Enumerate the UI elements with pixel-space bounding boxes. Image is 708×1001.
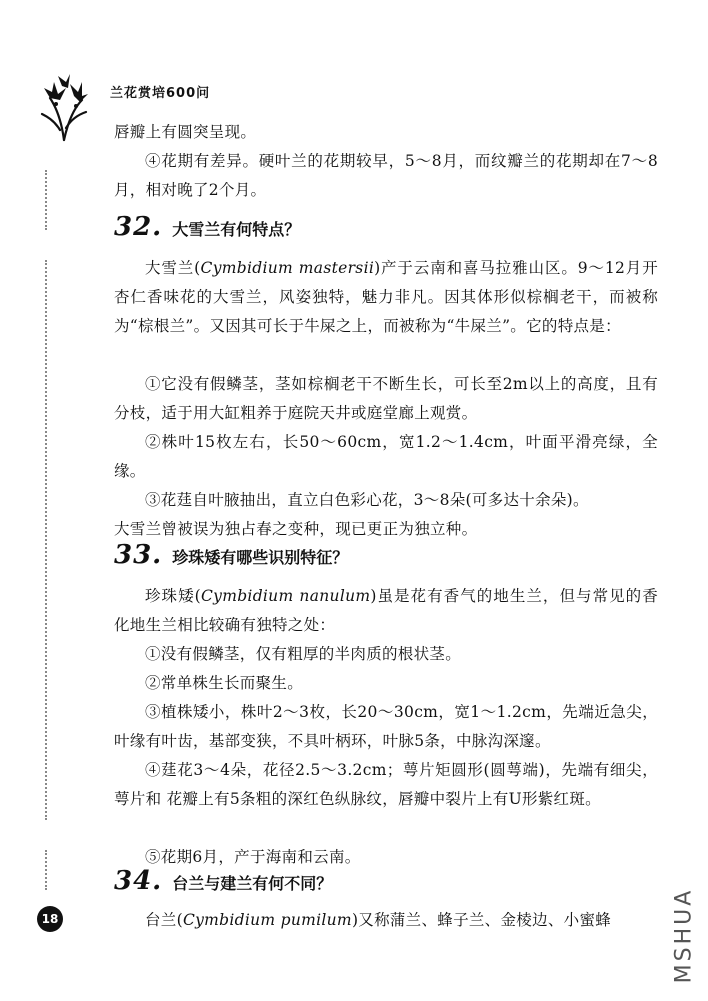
question-heading (114, 540, 658, 570)
margin-dots (45, 850, 47, 890)
question-heading (114, 866, 658, 896)
body-paragraph: 大雪兰曾被误为独占春之变种，现已更正为独立种。 (114, 520, 478, 538)
body-paragraph: ①它没有假鳞茎，茎如棕榈老干不断生长，可长至2m以上的高度，且有分枝，适于用大缸粗养于庭院天井或庭堂廊上观赏。 (114, 375, 658, 422)
question-heading (114, 212, 658, 242)
question-title: 珍珠矮有哪些识别特征？ (172, 548, 349, 567)
orchid-sketch-icon (40, 70, 88, 142)
body-paragraph: 唇瓣上有圆突呈现。 (114, 123, 257, 141)
margin-dots (45, 170, 47, 230)
watermark: MSHUA (671, 887, 697, 983)
question-number: 34. (114, 866, 163, 896)
body-paragraph: ②常单株生长而聚生。 (145, 674, 304, 692)
body-paragraph: ④莛花3～4朵，花径2.5～3.2cm；萼片矩圆形(圆萼端)，先端有细尖，萼片和 花瓣上有5条粗的深红色纵脉纹，唇瓣中裂片上有U形紫红斑。 (114, 761, 658, 808)
body-paragraph: ②株叶15枚左右，长50～60cm，宽1.2～1.4cm，叶面平滑亮绿，全缘。 (114, 433, 658, 480)
page-number: 18 (37, 906, 63, 932)
question-title: 大雪兰有何特点？ (172, 220, 301, 239)
latin-name: Cymbidium pumilum (182, 911, 352, 929)
body-paragraph: ⑤花期6月，产于海南和云南。 (145, 848, 361, 866)
body-paragraph: 台兰(Cymbidium pumilum)又称蒲兰、蜂子兰、金棱边、小蜜蜂 (145, 911, 612, 929)
latin-name: Cymbidium nanulum (201, 587, 371, 605)
latin-name: Cymbidium mastersii (200, 259, 375, 277)
question-number: 32. (114, 212, 163, 242)
body-paragraph: ③植株矮小，株叶2～3枚，长20～30cm，宽1～1.2cm，先端近急尖，叶缘有叶齿，基部变狭，不具叶柄环，叶脉5条，中脉沟深邃。 (114, 703, 658, 750)
body-paragraph: ④花期有差异。硬叶兰的花期较早，5～8月，而纹瓣兰的花期却在7～8月，相对晚了2个月。 (114, 152, 658, 199)
question-number: 33. (114, 540, 163, 570)
body-paragraph: 大雪兰(Cymbidium mastersii)产于云南和喜马拉雅山区。9～12月开杏仁香味花的大雪兰，风姿独特，魅力非凡。因其体形似棕榈老干，而被称为“棕根兰”。又因其可长于牛屎之上，而被称为“牛屎兰”。它的特点是： (114, 259, 658, 335)
question-title: 台兰与建兰有何不同？ (172, 874, 333, 893)
body-paragraph: 珍珠矮(Cymbidium nanulum)虽是花有香气的地生兰，但与常见的香化地生兰相比较确有独特之处： (114, 587, 659, 634)
body-paragraph: ③花莛自叶腋抽出，直立白色彩心花，3～8朵(可多达十余朵)。 (145, 491, 589, 509)
body-paragraph: ①没有假鳞茎，仅有粗厚的半肉质的根状茎。 (145, 645, 462, 663)
running-title: 兰花赏培600问 (110, 86, 211, 101)
margin-dots (45, 260, 47, 820)
